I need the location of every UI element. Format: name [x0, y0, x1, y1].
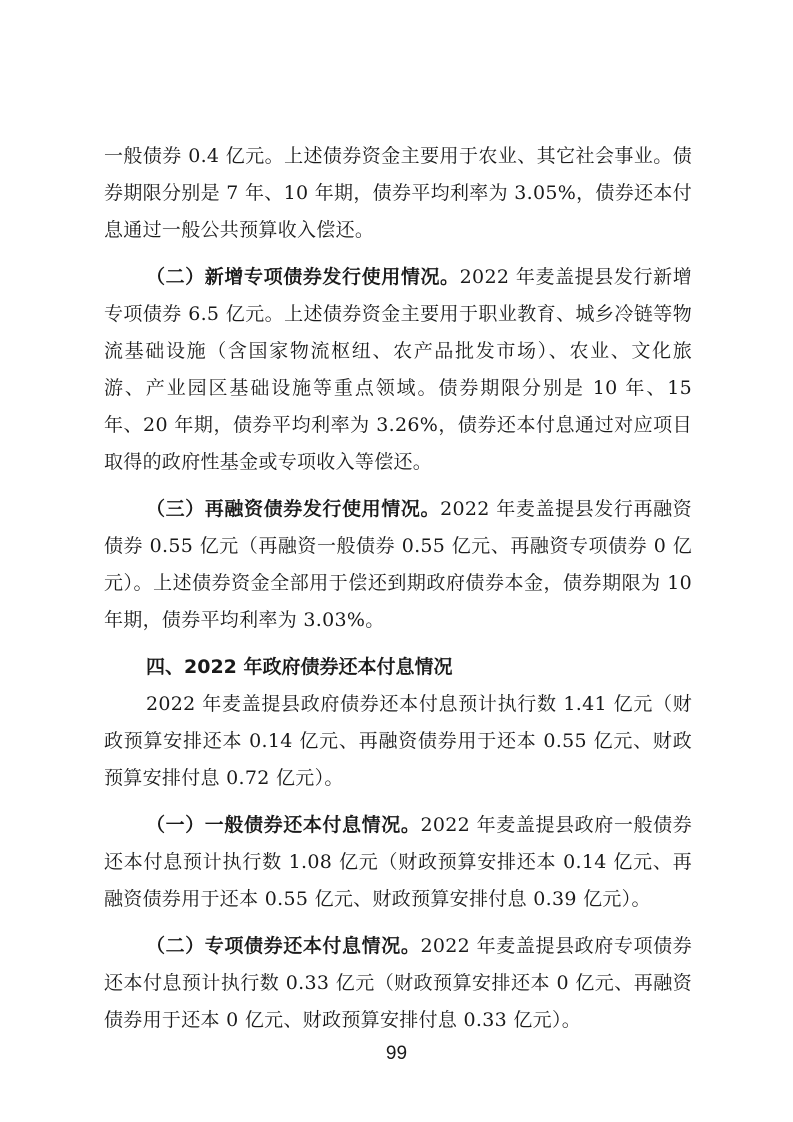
section-heading-special-bond-repayment: （二）专项债券还本付息情况。 — [146, 935, 421, 957]
paragraph-text: 2022 年麦盖提县发行再融资债券 0.55 亿元（再融资一般债券 0.55 亿元、再融资专项债券 0 亿元）。上述债券资金全部用于偿还到期政府债券本金，债券期限为 10 年期，债券平均利率为 3.03%。 — [104, 498, 692, 631]
paragraph-special-bond-repayment — [104, 928, 692, 1039]
paragraph-text: 2022 年麦盖提县政府专项债券还本付息预计执行数 0.33 亿元（财政预算安排还本 0 亿元、再融资债券用于还本 0 亿元、财政预算安排付息 0.33 亿元）。 — [104, 935, 692, 1031]
section-heading-repayment: 四、2022 年政府债券还本付息情况 — [146, 656, 453, 678]
paragraph-general-bond-repayment — [104, 807, 692, 918]
paragraph-text: 2022 年麦盖提县政府一般债券还本付息预计执行数 1.08 亿元（财政预算安排还本 0.14 亿元、再融资债券用于还本 0.55 亿元、财政预算安排付息 0.39 亿元）。 — [104, 814, 692, 910]
paragraph-new-special-bonds — [104, 259, 692, 481]
paragraph-text: 2022 年麦盖提县发行新增专项债券 6.5 亿元。上述债券资金主要用于职业教育、城乡冷链等物流基础设施（含国家物流枢纽、农产品批发市场）、农业、文化旅游、产业园区基础设施等重点领域。债券期限分别是 10 年、15 年、20 年期，债券平均利率为 3.26%，债券还本付息通过对应项目取得的政府性基金或专项收入等偿还。 — [104, 266, 692, 473]
section-heading-refinancing-bonds: （三）再融资债券发行使用情况。 — [146, 498, 441, 520]
page-number: 99 — [385, 1043, 408, 1064]
section-heading-new-special-bonds: （二）新增专项债券发行使用情况。 — [146, 266, 460, 288]
paragraph-refinancing-bonds — [104, 491, 692, 639]
paragraph-repayment-total: 2022 年麦盖提县政府债券还本付息预计执行数 1.41 亿元（财政预算安排还本 0.14 亿元、再融资债券用于还本 0.55 亿元、财政预算安排付息 0.72 亿元）。 — [104, 693, 692, 789]
paragraph-general-bond-continuation: 一般债券 0.4 亿元。上述债券资金主要用于农业、其它社会事业。债券期限分别是 7 年、10 年期，债券平均利率为 3.05%，债券还本付息通过一般公共预算收入偿还。 — [104, 145, 692, 241]
document-body — [104, 138, 692, 1039]
section-heading-general-bond-repayment: （一）一般债券还本付息情况。 — [146, 814, 421, 836]
